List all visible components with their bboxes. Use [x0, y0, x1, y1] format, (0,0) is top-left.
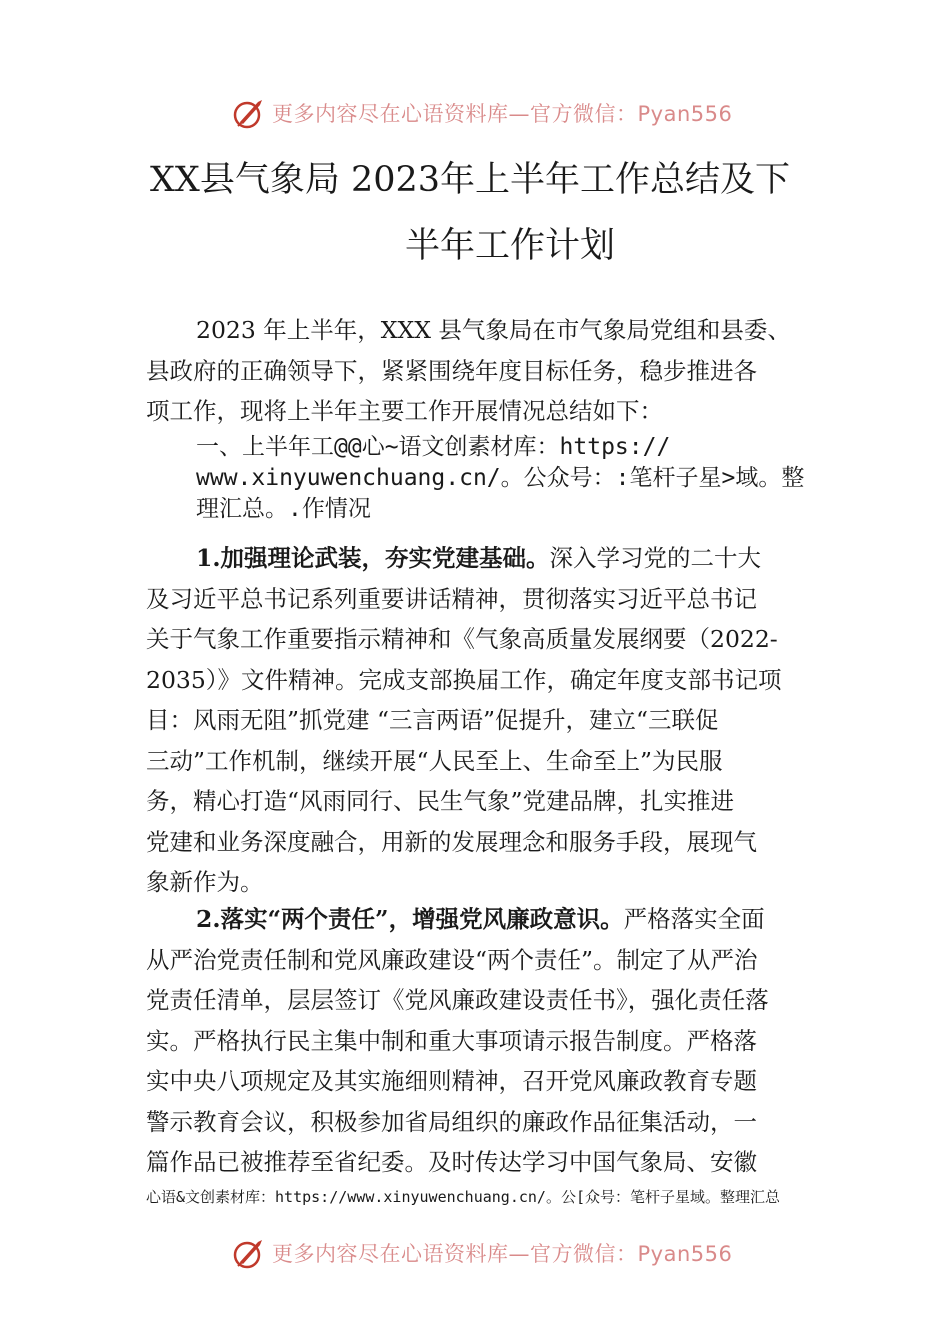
- quill-seal-icon: [232, 96, 266, 130]
- paragraph-line: 从严治党责任制和党风廉政建设“两个责任”。制定了从严治: [146, 945, 758, 974]
- paragraph-line: 2035）》文件精神。完成支部换届工作，确定年度支部书记项: [146, 665, 782, 694]
- section-2-lead: 2.落实“两个责任”，增强党风廉政意识。: [196, 905, 624, 933]
- paragraph-line: 象新作为。: [146, 868, 264, 896]
- heading-line: 一、上半年工@@心~语文创素材库：https://: [196, 434, 671, 460]
- paragraph-line: 项工作，现将上半年主要工作开展情况总结如下：: [146, 397, 663, 425]
- paragraph-line: 实中央八项规定及其实施细则精神，召开党风廉政教育专题: [146, 1067, 757, 1095]
- paragraph-line: 2023 年上半年，XXX 县气象局在市气象局党组和县委、: [196, 316, 791, 344]
- watermark-banner-top: [232, 96, 732, 130]
- section-heading-one: [196, 432, 816, 525]
- section-2-paragraph: [146, 899, 810, 1183]
- paragraph-first-line: [146, 538, 810, 579]
- paragraph-line: 及习近平总书记系列重要讲话精神，贯彻落实习近平总书记: [146, 584, 757, 613]
- watermark-banner-bottom: [232, 1236, 732, 1270]
- document-title-line2: 半年工作计划: [405, 226, 616, 266]
- paragraph-line: 篇作品已被推荐至省纪委。及时传达学习中国气象局、安徽: [146, 1148, 757, 1176]
- paragraph-line: 县政府的正确领导下，紧紧围绕年度目标任务，稳步推进各: [146, 356, 757, 385]
- paragraph-line: 警示教育会议，积极参加省局组织的廉政作品征集活动，一: [146, 1107, 757, 1136]
- watermark-banner-text: 更多内容尽在心语资料库—官方微信：Pyan556: [272, 102, 733, 126]
- paragraph-line: 务，精心打造“风雨同行、民生气象”党建品牌，扎实推进: [146, 787, 735, 815]
- page-footer: 心语&文创素材库：https://www.xinyuwenchuang.cn/。公[众号：笔杆子星域。整理汇总: [146, 1188, 780, 1206]
- paragraph-line: 党建和业务深度融合，用新的发展理念和服务手段，展现气: [146, 827, 757, 856]
- paragraph-line: 三动”工作机制，继续开展“人民至上、生命至上”为民服: [146, 746, 723, 775]
- section-1-first-rest: 深入学习党的二十大: [549, 544, 762, 572]
- paragraph-line: 实。严格执行民主集中制和重大事项请示报告制度。严格落: [146, 1026, 757, 1055]
- heading-line: www.xinyuwenchuang.cn/。公众号：:笔杆子星>域。整: [196, 465, 805, 491]
- section-1-paragraph: [146, 538, 810, 903]
- section-2-first-rest: 严格落实全面: [623, 905, 765, 933]
- paragraph-line: 关于气象工作重要指示精神和《气象高质量发展纲要（2022-: [146, 625, 778, 653]
- document-title-line1: XX县气象局 2023年上半年工作总结及下: [150, 160, 791, 200]
- intro-paragraph: [146, 310, 810, 432]
- quill-seal-icon: [232, 1236, 266, 1270]
- heading-line: 理汇总。.作情况: [196, 496, 371, 522]
- paragraph-line: 党责任清单，层层签订《党风廉政建设责任书》，强化责任落: [146, 986, 769, 1014]
- paragraph-line: 目：风雨无阻”抓党建 “三言两语”促提升，建立“三联促: [146, 706, 719, 734]
- watermark-banner-text: 更多内容尽在心语资料库—官方微信：Pyan556: [272, 1242, 733, 1266]
- section-1-lead: 1.加强理论武装，夯实党建基础。: [196, 544, 550, 572]
- paragraph-first-line: [146, 899, 810, 940]
